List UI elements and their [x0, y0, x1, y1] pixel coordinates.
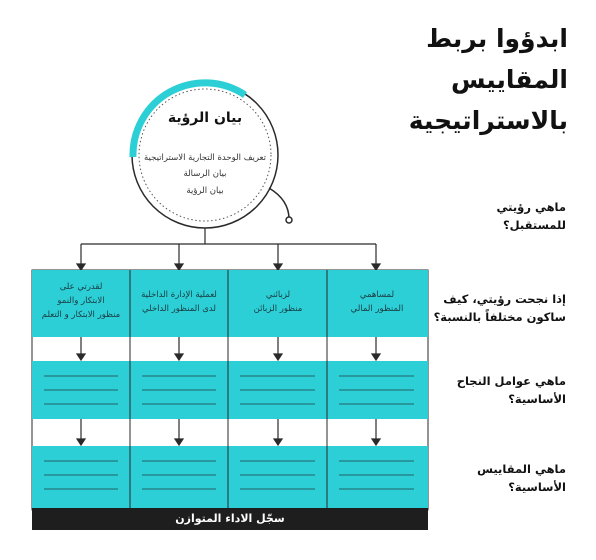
title-line-1: ابدؤوا بربط	[426, 24, 568, 53]
page-title	[398, 18, 568, 141]
perspective-line: منظور الزبائن	[253, 304, 303, 314]
question-measures-line-1: ماهي المقاييس	[477, 462, 566, 476]
title-line-3: بالاستراتيجية	[408, 106, 568, 135]
perspective-internal	[133, 288, 225, 316]
question-vision	[406, 198, 566, 234]
perspective-line: منظور الابتكار و التعلم	[41, 310, 121, 320]
perspective-line: لزبائني	[265, 290, 291, 300]
question-perspective-line-2: ساكون مختلفاً بالنسبة؟	[433, 310, 566, 324]
question-success-factors-line-1: ماهي عوامل النجاح	[456, 374, 566, 388]
question-measures-line-2: الأساسية؟	[508, 480, 566, 494]
measures-row	[32, 446, 428, 508]
question-vision-line-2: للمستقبل؟	[502, 218, 566, 232]
perspective-financial	[331, 288, 423, 316]
perspective-line: لقدرتي على	[59, 282, 103, 292]
balanced-scorecard-label: سجّل الاداء المتوازن	[175, 512, 285, 525]
perspective-line: المنظور المالي	[350, 304, 404, 314]
perspective-line: الابتكار والنمو	[57, 296, 105, 306]
perspective-line: لدى المنظور الداخلي	[142, 304, 216, 314]
title-line-2: المقاييس	[450, 65, 568, 94]
question-success-factors-line-2: الأساسية؟	[508, 392, 566, 406]
perspective-line: لمساهمي	[359, 290, 395, 300]
vision-statement	[130, 80, 280, 230]
perspective-innovation-learning	[35, 280, 127, 322]
question-vision-line-1: ماهي رؤيتي	[496, 200, 566, 214]
perspective-customer	[232, 288, 324, 316]
perspective-line: لعملية الإدارة الداخلية	[141, 290, 217, 300]
vision-item: تعريف الوحدة التجارية الاستراتيجية	[143, 153, 267, 163]
vision-item: بيان الرؤية	[186, 186, 224, 196]
question-perspective-line-1: إذا نجحت رؤيتي، كيف	[443, 292, 566, 306]
question-measures	[406, 460, 566, 496]
question-success-factors	[406, 372, 566, 408]
vision-item: بيان الرسالة	[183, 169, 227, 179]
vision-tail-dot	[286, 217, 292, 223]
top-arrows	[77, 244, 380, 270]
vision-title: بيان الرؤية	[167, 110, 243, 126]
